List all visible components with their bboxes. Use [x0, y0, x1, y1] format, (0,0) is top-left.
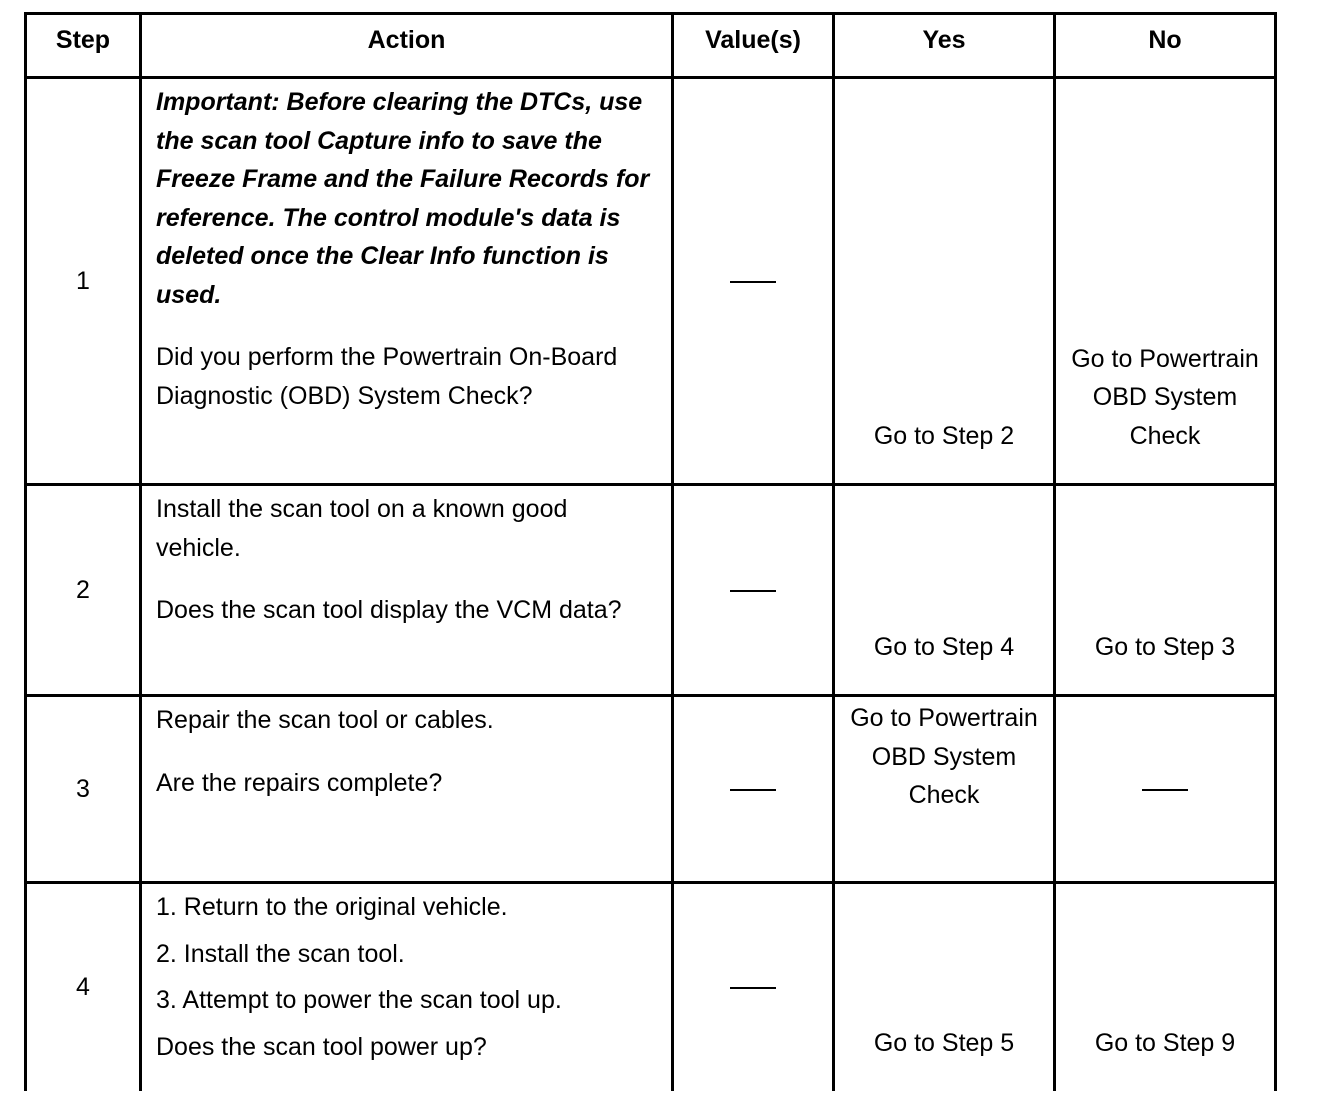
step-number: 3	[26, 696, 141, 883]
yes-cell: Go to Step 2	[834, 78, 1055, 485]
step-number: 4	[26, 883, 141, 1091]
action-cell	[141, 883, 673, 1091]
yes-cell: Go to Powertrain OBD System Check	[834, 696, 1055, 883]
step-number: 2	[26, 485, 141, 696]
no-cell: Go to Step 9	[1055, 883, 1276, 1091]
action-question: Does the scan tool display the VCM data?	[156, 596, 622, 624]
yes-cell: Go to Step 4	[834, 485, 1055, 696]
table-row	[26, 883, 1276, 1091]
step-number: 1	[26, 78, 141, 485]
value-dash	[730, 789, 776, 791]
value-dash	[730, 281, 776, 283]
action-instruction-2: 2. Install the scan tool.	[156, 939, 405, 968]
table-row	[26, 485, 1276, 696]
action-cell	[141, 485, 673, 696]
header-values: Value(s)	[673, 14, 834, 78]
header-row	[26, 14, 1276, 78]
table-row	[26, 696, 1276, 883]
action-instruction-3: 3. Attempt to power the scan tool up.	[156, 986, 562, 1014]
action-question: Are the repairs complete?	[156, 768, 443, 797]
action-instruction: Repair the scan tool or cables.	[156, 706, 494, 734]
action-question: Did you perform the Powertrain On-Board Diagnostic (OBD) System Check?	[156, 343, 618, 410]
no-cell: Go to Powertrain OBD System Check	[1055, 78, 1276, 485]
header-action: Action	[141, 14, 673, 78]
yes-cell: Go to Step 5	[834, 883, 1055, 1091]
value-dash	[730, 590, 776, 592]
value-cell	[673, 696, 834, 883]
table-row	[26, 78, 1276, 485]
action-cell	[141, 696, 673, 883]
value-dash	[730, 987, 776, 989]
diagnostic-table	[24, 12, 1277, 1091]
header-no: No	[1055, 14, 1276, 78]
no-cell	[1055, 696, 1276, 883]
header-step: Step	[26, 14, 141, 78]
action-instruction-1: 1. Return to the original vehicle.	[156, 893, 508, 921]
action-cell	[141, 78, 673, 485]
action-instruction: Install the scan tool on a known good vehicle.	[156, 495, 568, 562]
action-question: Does the scan tool power up?	[156, 1032, 487, 1061]
header-yes: Yes	[834, 14, 1055, 78]
important-note: Important: Before clearing the DTCs, use the scan tool Capture info to save the Freeze Frame and the Failure Records for reference. The control module's data is deleted once the Clear Info function is used.	[156, 88, 650, 309]
value-cell	[673, 883, 834, 1091]
value-cell	[673, 78, 834, 485]
no-dash	[1142, 789, 1188, 791]
value-cell	[673, 485, 834, 696]
no-cell: Go to Step 3	[1055, 485, 1276, 696]
